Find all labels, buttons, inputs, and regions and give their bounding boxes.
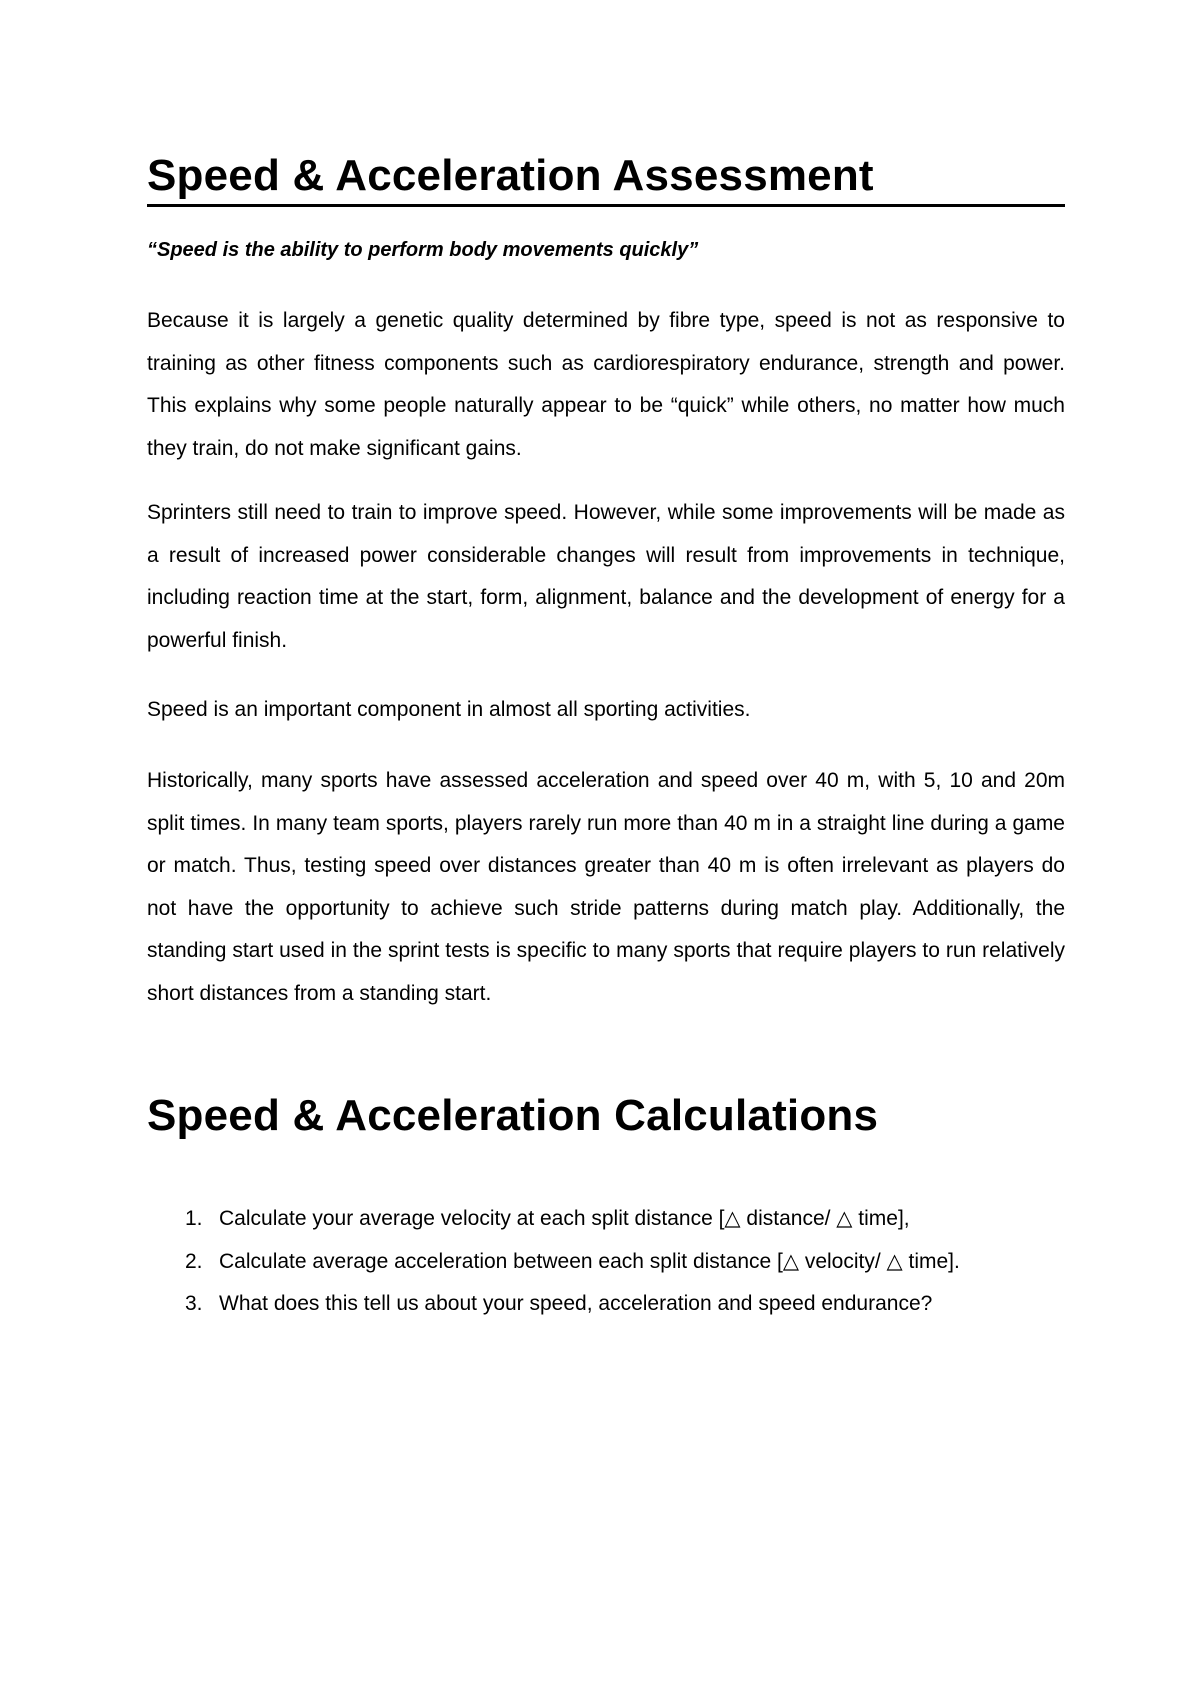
list-item [147,1241,1065,1284]
list-item-number: 2. [185,1249,203,1273]
paragraph-genetic-quality: Because it is largely a genetic quality determined by fibre type, speed is not as responsive to training as other fitness components such as cardiorespiratory endurance, strength and power. This explains why some people naturally appear to be “quick” while others, no matter how much they train, do not make significant gains. [147,309,1065,460]
list-item-text: What does this tell us about your speed, acceleration and speed endurance? [219,1292,933,1315]
paragraph-sprinters-training: Sprinters still need to train to improve speed. However, while some improvements will be made as a result of increased power considerable changes will result from improvements in technique, including reaction time at the start, form, alignment, balance and the development of energy for a powerful finish. [147,501,1065,652]
definition-quote: “Speed is the ability to perform body movements quickly” [147,239,699,261]
list-item [147,1283,1065,1326]
list-item-text: Calculate average acceleration between each split distance [△ velocity/ △ time]. [219,1249,960,1273]
paragraph-historical-testing: Historically, many sports have assessed acceleration and speed over 40 m, with 5, 10 and 20m split times. In many team sports, players rarely run more than 40 m in a straight line during a game or match. Thus, testing speed over distances greater than 40 m is often irrelevant as players do not have the opportunity to achieve such stride patterns during match play. Additionally, the standing start used in the sprint tests is specific to many sports that require players to run relatively short distances from a standing start. [147,769,1065,1005]
calculation-steps-list [147,1198,1065,1326]
list-item-number: 3. [185,1292,203,1315]
list-item [147,1198,1065,1241]
page-title: Speed & Acceleration Assessment [147,148,1065,207]
section-heading-calculations: Speed & Acceleration Calculations [147,1091,879,1140]
paragraph-speed-importance: Speed is an important component in almost all sporting activities. [147,698,751,721]
list-item-number: 1. [185,1207,203,1230]
list-item-text: Calculate your average velocity at each split distance [△ distance/ △ time], [219,1207,910,1230]
